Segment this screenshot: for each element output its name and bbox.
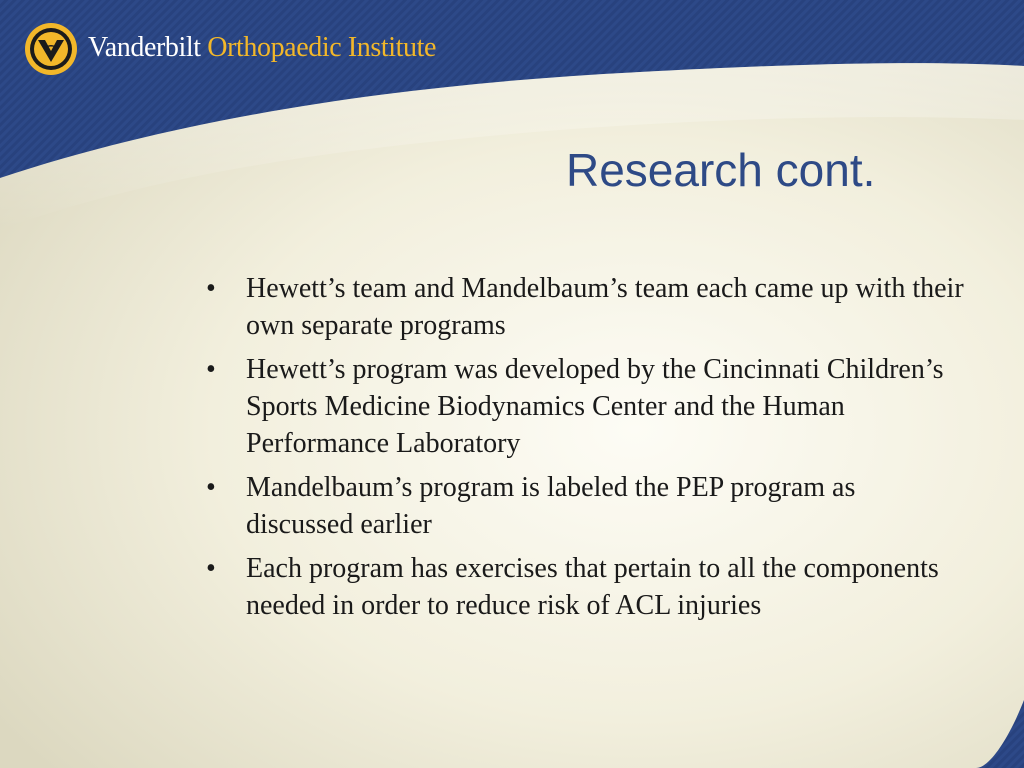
- bullet-dot: •: [206, 472, 216, 503]
- bullet-item: [206, 270, 966, 344]
- slide-title: Research cont.: [566, 144, 876, 196]
- bullet-list: [206, 270, 966, 631]
- bullet-text: Hewett’s team and Mandelbaum’s team each came up with their own separate programs: [246, 273, 964, 341]
- bullet-text: Hewett’s program was developed by the Cincinnati Children’s Sports Medicine Biodynamics Center and the Human Performance Laboratory: [246, 354, 944, 459]
- bullet-text: Mandelbaum’s program is labeled the PEP program as discussed earlier: [246, 472, 856, 540]
- brand-name: Vanderbilt: [88, 32, 201, 63]
- vanderbilt-logo-icon: [24, 22, 78, 76]
- bullet-text: Each program has exercises that pertain to all the components needed in order to reduce risk of ACL injuries: [246, 553, 939, 621]
- bullet-dot: •: [206, 273, 216, 304]
- bullet-dot: •: [206, 553, 216, 584]
- bullet-item: [206, 351, 966, 462]
- brand-subtitle: Orthopaedic Institute: [207, 32, 437, 63]
- institute-brand: [88, 30, 436, 66]
- bullet-item: [206, 469, 966, 543]
- bullet-dot: •: [206, 354, 216, 385]
- bullet-item: [206, 550, 966, 624]
